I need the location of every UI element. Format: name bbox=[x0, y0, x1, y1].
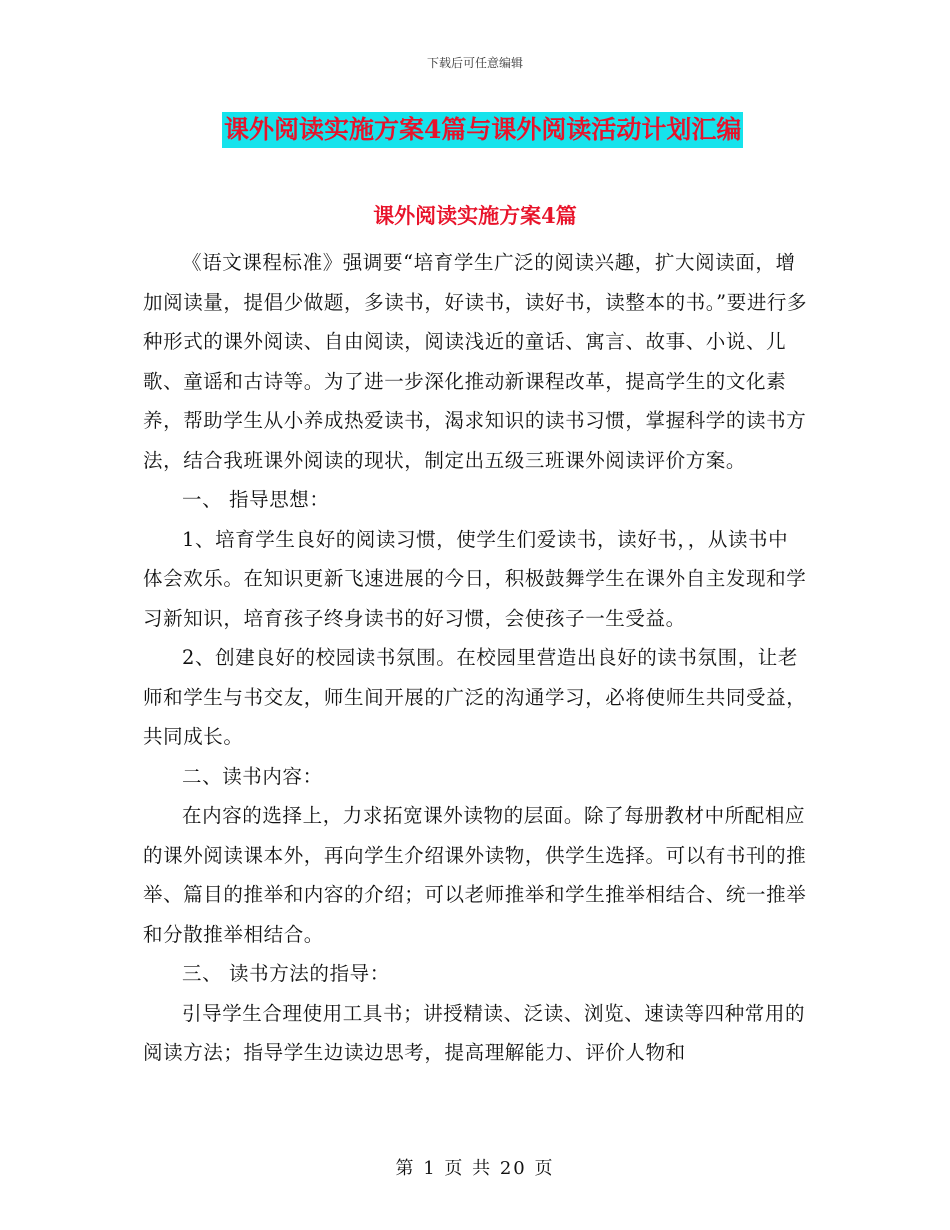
paragraph-reading-method: 引导学生合理使用工具书；讲授精读、泛读、浏览、速读等四种常用的阅读方法；指导学生边读边思考，提高理解能力、评价人物和 bbox=[143, 1001, 806, 1064]
paragraph-intro: 《语文课程标准》强调要“培育学生广泛的阅读兴趣，扩大阅读面，增加阅读量，提倡少做题，多读书，好读书，读好书，读整本的书。”要进行多种形式的课外阅读、自由阅读，阅读浅近的童话、寓言、故事、小说、儿歌、童谣和古诗等。为了进一步深化推动新课程改革，提高学生的文化素养，帮助学生从小养成热爱读书，渴求知识的读书习惯，掌握科学的读书方法，结合我班课外阅读的现状，制定出五级三班课外阅读评价方案。 bbox=[143, 251, 808, 472]
paragraph-point-2: 2、创建良好的校园读书氛围。在校园里营造出良好的读书氛围，让老师和学生与书交友，师生间开展的广泛的沟通学习，必将使师生共同受益，共同成长。 bbox=[143, 646, 807, 748]
paragraph-point-1: 1、培育学生良好的阅读习惯，使学生们爱读书，读好书，，从读书中体会欢乐。在知识更新飞速进展的今日，积极鼓舞学生在课外自主发现和学习新知识，培育孩子终身读书的好习惯，会使孩子一生受益。 bbox=[143, 527, 807, 630]
heading-reading-method: 三、 读书方法的指导： bbox=[182, 962, 390, 985]
main-title: 课外阅读实施方案4篇与课外阅读活动计划汇编 bbox=[222, 112, 743, 148]
body-text bbox=[143, 243, 808, 1073]
paragraph-reading-content: 在内容的选择上，力求拓宽课外读物的层面。除了每册教材中所配相应的课外阅读课本外，再向学生介绍课外读物，供学生选择。可以有书刊的推举、篇目的推举和内容的介绍；可以老师推举和学生推举相结合、统一推举和分散推举相结合。 bbox=[143, 804, 807, 946]
heading-guiding-thought: 一、 指导思想： bbox=[182, 488, 330, 511]
heading-reading-content: 二、读书内容： bbox=[182, 764, 323, 788]
header-note: 下载后可任意编辑 bbox=[426, 56, 523, 70]
sub-title: 课外阅读实施方案4篇 bbox=[373, 203, 577, 228]
page-number-footer: 第 1 页 共 20 页 bbox=[395, 1158, 555, 1179]
